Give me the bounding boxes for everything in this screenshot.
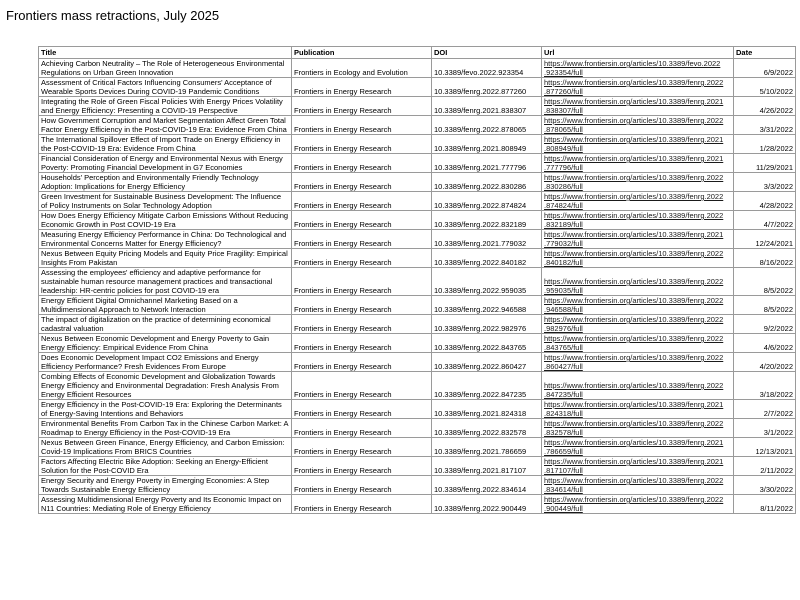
table-row (39, 154, 796, 173)
doi-cell[interactable]: 10.3389/fenrg.2021.838307 (432, 97, 542, 116)
date-cell[interactable]: 6/9/2022 (734, 59, 796, 78)
publication-cell[interactable]: Frontiers in Energy Research (292, 249, 432, 268)
url-link-line-2[interactable]: .817107/full (544, 466, 583, 475)
publication-cell[interactable]: Frontiers in Energy Research (292, 173, 432, 192)
publication-cell[interactable]: Frontiers in Energy Research (292, 78, 432, 97)
table-row (39, 249, 796, 268)
url-link-line-2[interactable]: .808949/full (544, 144, 583, 153)
title-cell[interactable]: Assessment of Critical Factors Influencing Consumers' Acceptance of Wearable Sports Devices During COVID-19 Pandemic Conditions (39, 78, 292, 97)
table-row (39, 476, 796, 495)
url-link-line-1[interactable]: https://www.frontiersin.org/articles/10.3389/fenrg.2021 (544, 154, 724, 163)
date-cell[interactable]: 3/1/2022 (734, 419, 796, 438)
doi-cell[interactable]: 10.3389/fenrg.2021.817107 (432, 457, 542, 476)
title-cell[interactable]: Combing Effects of Economic Development and Globalization Towards Energy Efficiency and Environmental Degradation: Fresh Analysis From Energy Efficient Resources (39, 372, 292, 400)
table-row (39, 372, 796, 400)
doi-cell[interactable]: 10.3389/fenrg.2022.860427 (432, 353, 542, 372)
url-link-line-2[interactable]: .843765/full (544, 343, 583, 352)
table-row (39, 353, 796, 372)
doi-cell[interactable]: 10.3389/fenrg.2022.874824 (432, 192, 542, 211)
publication-cell[interactable]: Frontiers in Energy Research (292, 438, 432, 457)
url-link-line-2[interactable]: .900449/full (544, 504, 583, 513)
url-link-line-2[interactable]: .946588/full (544, 305, 583, 314)
url-link-line-1[interactable]: https://www.frontiersin.org/articles/10.3389/fenrg.2022 (544, 173, 724, 182)
url-link-line-2[interactable]: .832189/full (544, 220, 583, 229)
url-link-line-2[interactable]: .786659/full (544, 447, 583, 456)
publication-cell[interactable]: Frontiers in Energy Research (292, 353, 432, 372)
url-link-line-1[interactable]: https://www.frontiersin.org/articles/10.3389/fenrg.2022 (544, 78, 724, 87)
table-row (39, 59, 796, 78)
url-link-line-1[interactable]: https://www.frontiersin.org/articles/10.3389/fenrg.2022 (544, 296, 724, 305)
title-cell[interactable]: Assessing Multidimensional Energy Poverty and Its Economic Impact on N11 Countries: Mediating Role of Energy Efficiency (39, 495, 292, 514)
title-cell[interactable]: Nexus Between Equity Pricing Models and Equity Price Fragility: Empirical Insights From Pakistan (39, 249, 292, 268)
table-row (39, 419, 796, 438)
date-cell[interactable]: 4/20/2022 (734, 353, 796, 372)
publication-cell[interactable]: Frontiers in Energy Research (292, 116, 432, 135)
column-header-url[interactable]: Url (542, 47, 734, 59)
publication-cell[interactable]: Frontiers in Energy Research (292, 419, 432, 438)
table-row (39, 438, 796, 457)
title-cell[interactable]: How Government Corruption and Market Segmentation Affect Green Total Factor Energy Efficiency in the Post-COVID-19 Era: Evidence From China (39, 116, 292, 135)
title-cell[interactable]: Green Investment for Sustainable Business Development: The Influence of Policy Instruments on Solar Technology Adoption (39, 192, 292, 211)
url-link-line-2[interactable]: .874824/full (544, 201, 583, 210)
date-cell[interactable]: 8/16/2022 (734, 249, 796, 268)
doi-cell[interactable]: 10.3389/fenrg.2022.900449 (432, 495, 542, 514)
doi-cell[interactable]: 10.3389/fenrg.2022.840182 (432, 249, 542, 268)
url-link-line-1[interactable]: https://www.frontiersin.org/articles/10.3389/fenrg.2022 (544, 192, 724, 201)
publication-cell[interactable]: Frontiers in Energy Research (292, 97, 432, 116)
url-link-line-2[interactable]: .860427/full (544, 362, 583, 371)
url-cell[interactable] (542, 135, 734, 154)
url-link-line-1[interactable]: https://www.frontiersin.org/articles/10.3389/fenrg.2022 (544, 476, 724, 485)
url-link-line-2[interactable]: .779032/full (544, 239, 583, 248)
publication-cell[interactable]: Frontiers in Energy Research (292, 268, 432, 296)
table-row (39, 495, 796, 514)
url-cell[interactable] (542, 400, 734, 419)
table-row (39, 211, 796, 230)
url-link-line-2[interactable]: .830286/full (544, 182, 583, 191)
header-row (39, 47, 796, 59)
doi-cell[interactable]: 10.3389/fenrg.2022.878065 (432, 116, 542, 135)
publication-cell[interactable]: Frontiers in Energy Research (292, 154, 432, 173)
table-row (39, 192, 796, 211)
title-cell[interactable]: Nexus Between Green Finance, Energy Efficiency, and Carbon Emission: Covid-19 Implications From BRICS Countries (39, 438, 292, 457)
date-cell[interactable]: 8/5/2022 (734, 268, 796, 296)
retractions-table (38, 46, 796, 514)
title-cell[interactable]: Assessing the employees' efficiency and adaptive performance for sustainable human resource management practices and transactional leadership: HR-centric policies for post COVID-19 era (39, 268, 292, 296)
table-row (39, 315, 796, 334)
url-link-line-1[interactable]: https://www.frontiersin.org/articles/10.3389/fenrg.2022 (544, 315, 724, 324)
publication-cell[interactable]: Frontiers in Energy Research (292, 495, 432, 514)
doi-cell[interactable]: 10.3389/fenrg.2022.832189 (432, 211, 542, 230)
url-cell[interactable] (542, 154, 734, 173)
publication-cell[interactable]: Frontiers in Energy Research (292, 334, 432, 353)
date-cell[interactable]: 4/26/2022 (734, 97, 796, 116)
date-cell[interactable]: 4/28/2022 (734, 192, 796, 211)
title-cell[interactable]: Energy Efficient Digital Omnichannel Marketing Based on a Multidimensional Approach to Network Interaction (39, 296, 292, 315)
url-link-line-1[interactable]: https://www.frontiersin.org/articles/10.3389/fenrg.2021 (544, 457, 724, 466)
url-link-line-2[interactable]: .832578/full (544, 428, 583, 437)
publication-cell[interactable]: Frontiers in Energy Research (292, 372, 432, 400)
doi-cell[interactable]: 10.3389/fenrg.2021.808949 (432, 135, 542, 154)
doi-cell[interactable]: 10.3389/fenrg.2021.824318 (432, 400, 542, 419)
doi-cell[interactable]: 10.3389/fenrg.2022.847235 (432, 372, 542, 400)
column-header-publication[interactable]: Publication (292, 47, 432, 59)
date-cell[interactable]: 12/24/2021 (734, 230, 796, 249)
title-cell[interactable]: Energy Security and Energy Poverty in Emerging Economies: A Step Towards Sustainable Energy Efficiency (39, 476, 292, 495)
date-cell[interactable]: 4/6/2022 (734, 334, 796, 353)
doi-cell[interactable]: 10.3389/fenrg.2022.982976 (432, 315, 542, 334)
url-cell[interactable] (542, 173, 734, 192)
url-link-line-1[interactable]: https://www.frontiersin.org/articles/10.3389/fenrg.2021 (544, 135, 724, 144)
doi-cell[interactable]: 10.3389/fenrg.2022.946588 (432, 296, 542, 315)
title-cell[interactable]: The impact of digitalization on the practice of determining economical cadastral valuation (39, 315, 292, 334)
doi-cell[interactable]: 10.3389/fenrg.2022.843765 (432, 334, 542, 353)
url-cell[interactable] (542, 315, 734, 334)
table-row (39, 173, 796, 192)
url-cell[interactable] (542, 59, 734, 78)
title-cell[interactable]: Energy Efficiency in the Post-COVID-19 Era: Exploring the Determinants of Energy-Saving Intentions and Behaviors (39, 400, 292, 419)
url-link-line-1[interactable]: https://www.frontiersin.org/articles/10.3389/fenrg.2022 (544, 211, 724, 220)
publication-cell[interactable]: Frontiers in Ecology and Evolution (292, 59, 432, 78)
doi-cell[interactable]: 10.3389/fenrg.2021.779032 (432, 230, 542, 249)
url-cell[interactable] (542, 78, 734, 97)
url-link-line-1[interactable]: https://www.frontiersin.org/articles/10.3389/fenrg.2021 (544, 97, 724, 106)
url-link-line-1[interactable]: https://www.frontiersin.org/articles/10.3389/fenrg.2022 (544, 495, 724, 504)
date-cell[interactable]: 12/13/2021 (734, 438, 796, 457)
title-cell[interactable]: Financial Consideration of Energy and Environmental Nexus with Energy Poverty: Promoting Financial Development in G7 Economies (39, 154, 292, 173)
table-row (39, 78, 796, 97)
doi-cell[interactable]: 10.3389/fenrg.2022.959035 (432, 268, 542, 296)
url-link-line-1[interactable]: https://www.frontiersin.org/articles/10.3389/fenrg.2022 (544, 381, 724, 390)
url-link-line-2[interactable]: .824318/full (544, 409, 583, 418)
publication-cell[interactable]: Frontiers in Energy Research (292, 457, 432, 476)
title-cell[interactable]: Does Economic Development Impact CO2 Emissions and Energy Efficiency Performance? Fresh Evidences From Europe (39, 353, 292, 372)
url-link-line-2[interactable]: .847235/full (544, 390, 583, 399)
table-row (39, 135, 796, 154)
table-row (39, 230, 796, 249)
publication-cell[interactable]: Frontiers in Energy Research (292, 476, 432, 495)
table-row (39, 400, 796, 419)
url-cell[interactable] (542, 334, 734, 353)
url-cell[interactable] (542, 495, 734, 514)
url-cell[interactable] (542, 457, 734, 476)
title-cell[interactable]: Nexus Between Economic Development and Energy Poverty to Gain Energy Efficiency: Empirical Evidence From China (39, 334, 292, 353)
doi-cell[interactable]: 10.3389/fevo.2022.923354 (432, 59, 542, 78)
url-link-line-2[interactable]: .923354/full (544, 68, 583, 77)
date-cell[interactable]: 5/10/2022 (734, 78, 796, 97)
publication-cell[interactable]: Frontiers in Energy Research (292, 192, 432, 211)
doi-cell[interactable]: 10.3389/fenrg.2022.832578 (432, 419, 542, 438)
table-row (39, 97, 796, 116)
url-link-line-1[interactable]: https://www.frontiersin.org/articles/10.3389/fenrg.2021 (544, 400, 724, 409)
date-cell[interactable]: 3/30/2022 (734, 476, 796, 495)
url-cell[interactable] (542, 192, 734, 211)
doi-cell[interactable]: 10.3389/fenrg.2022.830286 (432, 173, 542, 192)
date-cell[interactable]: 8/5/2022 (734, 296, 796, 315)
table-row (39, 296, 796, 315)
url-link-line-2[interactable]: .878065/full (544, 125, 583, 134)
column-header-doi[interactable]: DOI (432, 47, 542, 59)
url-link-line-1[interactable]: https://www.frontiersin.org/articles/10.3389/fenrg.2022 (544, 116, 724, 125)
url-cell[interactable] (542, 476, 734, 495)
date-cell[interactable]: 3/18/2022 (734, 372, 796, 400)
url-cell[interactable] (542, 268, 734, 296)
url-link-line-1[interactable]: https://www.frontiersin.org/articles/10.3389/fenrg.2021 (544, 438, 724, 447)
table-row (39, 457, 796, 476)
date-cell[interactable]: 9/2/2022 (734, 315, 796, 334)
doi-cell[interactable]: 10.3389/fenrg.2021.786659 (432, 438, 542, 457)
url-link-line-2[interactable]: .959035/full (544, 286, 583, 295)
url-cell[interactable] (542, 419, 734, 438)
date-cell[interactable]: 3/31/2022 (734, 116, 796, 135)
table-row (39, 268, 796, 296)
url-link-line-1[interactable]: https://www.frontiersin.org/articles/10.3389/fenrg.2022 (544, 249, 724, 258)
url-link-line-2[interactable]: .838307/full (544, 106, 583, 115)
publication-cell[interactable]: Frontiers in Energy Research (292, 230, 432, 249)
url-link-line-2[interactable]: .777796/full (544, 163, 583, 172)
title-cell[interactable]: The International Spillover Effect of Import Trade on Energy Efficiency in the Post-COVID-19 Era: Evidence From China (39, 135, 292, 154)
publication-cell[interactable]: Frontiers in Energy Research (292, 211, 432, 230)
title-cell[interactable]: Achieving Carbon Neutrality – The Role of Heterogeneous Environmental Regulations on Urban Green Innovation (39, 59, 292, 78)
date-cell[interactable]: 4/7/2022 (734, 211, 796, 230)
url-link-line-1[interactable]: https://www.frontiersin.org/articles/10.3389/fenrg.2022 (544, 353, 724, 362)
title-cell[interactable]: Measuring Energy Efficiency Performance in China: Do Technological and Environmental Concerns Matter for Energy Efficiency? (39, 230, 292, 249)
url-cell[interactable] (542, 211, 734, 230)
publication-cell[interactable]: Frontiers in Energy Research (292, 135, 432, 154)
url-link-line-1[interactable]: https://www.frontiersin.org/articles/10.3389/fenrg.2022 (544, 334, 724, 343)
url-cell[interactable] (542, 116, 734, 135)
title-cell[interactable]: Factors Affecting Electric Bike Adoption: Seeking an Energy-Efficient Solution for the Post-COVID Era (39, 457, 292, 476)
url-cell[interactable] (542, 97, 734, 116)
url-link-line-2[interactable]: .834614/full (544, 485, 583, 494)
url-cell[interactable] (542, 372, 734, 400)
page-title: Frontiers mass retractions, July 2025 (6, 8, 220, 23)
publication-cell[interactable]: Frontiers in Energy Research (292, 400, 432, 419)
title-cell[interactable]: How Does Energy Efficiency Mitigate Carbon Emissions Without Reducing Economic Growth in Post COVID-19 Era (39, 211, 292, 230)
url-link-line-1[interactable]: https://www.frontiersin.org/articles/10.3389/fenrg.2022 (544, 419, 724, 428)
url-cell[interactable] (542, 249, 734, 268)
date-cell[interactable]: 2/11/2022 (734, 457, 796, 476)
url-link-line-1[interactable]: https://www.frontiersin.org/articles/10.3389/fevo.2022 (544, 59, 721, 68)
url-cell[interactable] (542, 353, 734, 372)
title-cell[interactable]: Environmental Benefits From Carbon Tax in the Chinese Carbon Market: A Roadmap to Energy Efficiency in the Post-COVID-19 Era (39, 419, 292, 438)
url-cell[interactable] (542, 438, 734, 457)
url-link-line-2[interactable]: .982976/full (544, 324, 583, 333)
doi-cell[interactable]: 10.3389/fenrg.2022.834614 (432, 476, 542, 495)
url-link-line-2[interactable]: .877260/full (544, 87, 583, 96)
doi-cell[interactable]: 10.3389/fenrg.2022.877260 (432, 78, 542, 97)
column-header-title[interactable]: Title (39, 47, 292, 59)
date-cell[interactable]: 8/11/2022 (734, 495, 796, 514)
date-cell[interactable]: 11/29/2021 (734, 154, 796, 173)
date-cell[interactable]: 2/7/2022 (734, 400, 796, 419)
url-cell[interactable] (542, 230, 734, 249)
table-body (39, 59, 796, 514)
doi-cell[interactable]: 10.3389/fenrg.2021.777796 (432, 154, 542, 173)
column-header-date[interactable]: Date (734, 47, 796, 59)
publication-cell[interactable]: Frontiers in Energy Research (292, 296, 432, 315)
date-cell[interactable]: 1/28/2022 (734, 135, 796, 154)
date-cell[interactable]: 3/3/2022 (734, 173, 796, 192)
url-link-line-1[interactable]: https://www.frontiersin.org/articles/10.3389/fenrg.2021 (544, 230, 724, 239)
url-cell[interactable] (542, 296, 734, 315)
publication-cell[interactable]: Frontiers in Energy Research (292, 315, 432, 334)
title-cell[interactable]: Integrating the Role of Green Fiscal Policies With Energy Prices Volatility and Energy Efficiency: Presenting a COVID-19 Perspective (39, 97, 292, 116)
title-cell[interactable]: Households' Perception and Environmentally Friendly Technology Adoption: Implications for Energy Efficiency (39, 173, 292, 192)
url-link-line-1[interactable]: https://www.frontiersin.org/articles/10.3389/fenrg.2022 (544, 277, 724, 286)
table-row (39, 116, 796, 135)
table-row (39, 334, 796, 353)
url-link-line-2[interactable]: .840182/full (544, 258, 583, 267)
